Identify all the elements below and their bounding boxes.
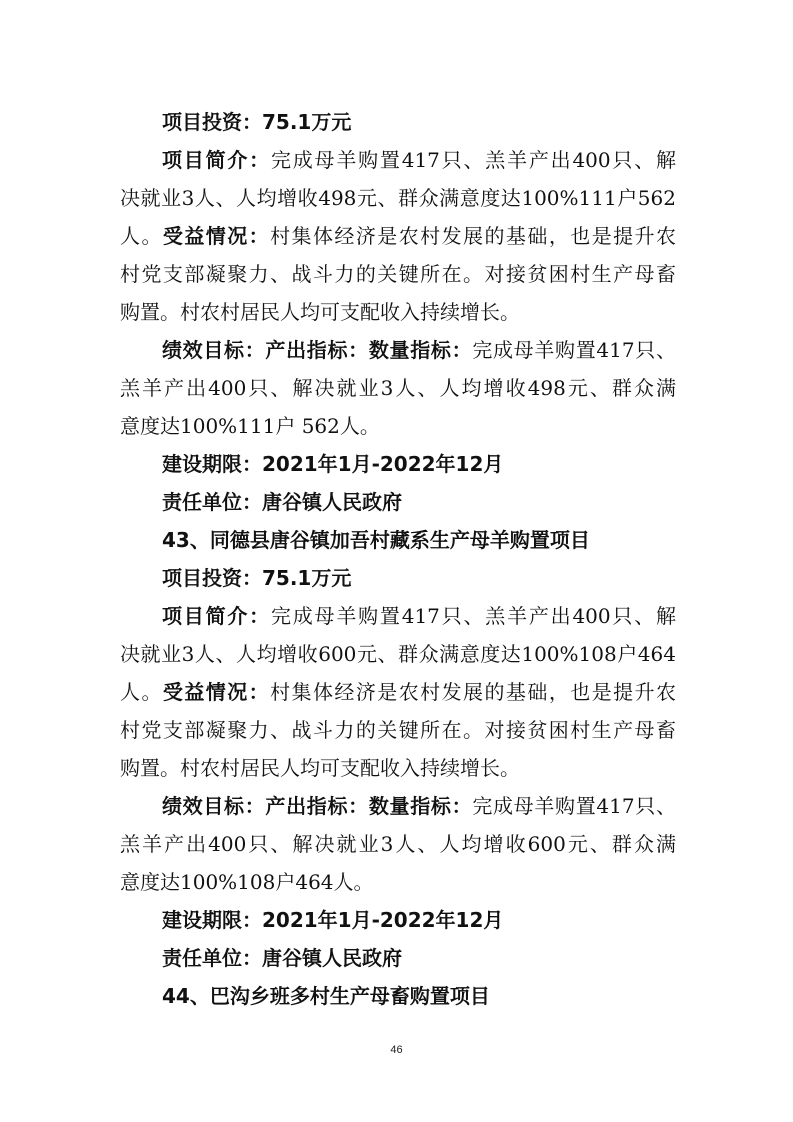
intro-text: 决就业3人、人均增收498元、群众满意度达100%111户562 — [120, 186, 676, 210]
benefit-line-2c — [120, 749, 676, 787]
investment-value: 75.1万元 — [262, 110, 352, 134]
period-value: 2021年1月-2022年12月 — [262, 908, 504, 932]
perf-text: 羔羊产出400只、解决就业3人、人均增收498元、群众满 — [120, 376, 676, 400]
unit-value: 唐谷镇人民政府 — [262, 946, 402, 970]
benefit-line-1c — [120, 293, 676, 331]
period-value: 2021年1月-2022年12月 — [262, 452, 504, 476]
perf-text: 意度达100%111户 562人。 — [120, 414, 380, 438]
intro-text: 决就业3人、人均增收600元、群众满意度达100%108户464 — [120, 642, 676, 666]
benefit-text: 购置。村农村居民人均可支配收入持续增长。 — [120, 300, 520, 324]
unit-value: 唐谷镇人民政府 — [262, 490, 402, 514]
investment-line-2 — [120, 559, 676, 597]
perf-line-2a — [120, 787, 676, 825]
unit-line-2 — [120, 939, 676, 977]
perf-label: 绩效目标：产出指标：数量指标： — [162, 338, 473, 362]
perf-text: 意度达100%108户464人。 — [120, 870, 374, 894]
intro-line-2b — [120, 635, 676, 673]
perf-line-1c — [120, 407, 676, 445]
intro-text: 完成母羊购置417只、羔羊产出400只、解 — [270, 148, 676, 172]
benefit-text: 村党支部凝聚力、战斗力的关键所在。对接贫困村生产母畜 — [120, 262, 676, 286]
benefit-line-2b — [120, 711, 676, 749]
perf-text: 完成母羊购置417只、 — [472, 338, 676, 362]
perf-text: 完成母羊购置417只、 — [472, 794, 676, 818]
page-number: 46 — [390, 1044, 403, 1056]
investment-label: 项目投资： — [162, 566, 262, 590]
perf-line-2c — [120, 863, 676, 901]
unit-label: 责任单位： — [162, 946, 262, 970]
period-line-2 — [120, 901, 676, 939]
unit-line-1 — [120, 483, 676, 521]
perf-line-1a — [120, 331, 676, 369]
benefit-text: 村党支部凝聚力、战斗力的关键所在。对接贫困村生产母畜 — [120, 718, 676, 742]
benefit-lead: 人。 — [120, 680, 163, 704]
intro-line-1b — [120, 179, 676, 217]
period-label: 建设期限： — [162, 452, 262, 476]
intro-label: 项目简介： — [162, 604, 271, 628]
benefit-text: 村集体经济是农村发展的基础，也是提升农 — [270, 224, 677, 248]
benefit-text: 村集体经济是农村发展的基础，也是提升农 — [270, 680, 677, 704]
document-body — [120, 103, 676, 1015]
unit-label: 责任单位： — [162, 490, 262, 514]
perf-line-2b — [120, 825, 676, 863]
section-heading-43: 43、同德县唐谷镇加吾村藏系生产母羊购置项目 — [162, 528, 590, 552]
period-label: 建设期限： — [162, 908, 262, 932]
perf-line-1b — [120, 369, 676, 407]
benefit-lead: 人。 — [120, 224, 163, 248]
investment-value: 75.1万元 — [262, 566, 352, 590]
benefit-label: 受益情况： — [162, 224, 271, 248]
benefit-text: 购置。村农村居民人均可支配收入持续增长。 — [120, 756, 520, 780]
intro-line-1a — [120, 141, 676, 179]
intro-text: 完成母羊购置417只、羔羊产出400只、解 — [270, 604, 676, 628]
investment-line-1 — [120, 103, 676, 141]
benefit-line-1a — [120, 217, 676, 255]
benefit-line-1b — [120, 255, 676, 293]
perf-text: 羔羊产出400只、解决就业3人、人均增收600元、群众满 — [120, 832, 676, 856]
intro-line-2a — [120, 597, 676, 635]
perf-label: 绩效目标：产出指标：数量指标： — [162, 794, 473, 818]
intro-label: 项目简介： — [162, 148, 271, 172]
section-heading-44: 44、巴沟乡班多村生产母畜购置项目 — [162, 984, 490, 1008]
investment-label: 项目投资： — [162, 110, 262, 134]
period-line-1 — [120, 445, 676, 483]
benefit-line-2a — [120, 673, 676, 711]
benefit-label: 受益情况： — [162, 680, 271, 704]
